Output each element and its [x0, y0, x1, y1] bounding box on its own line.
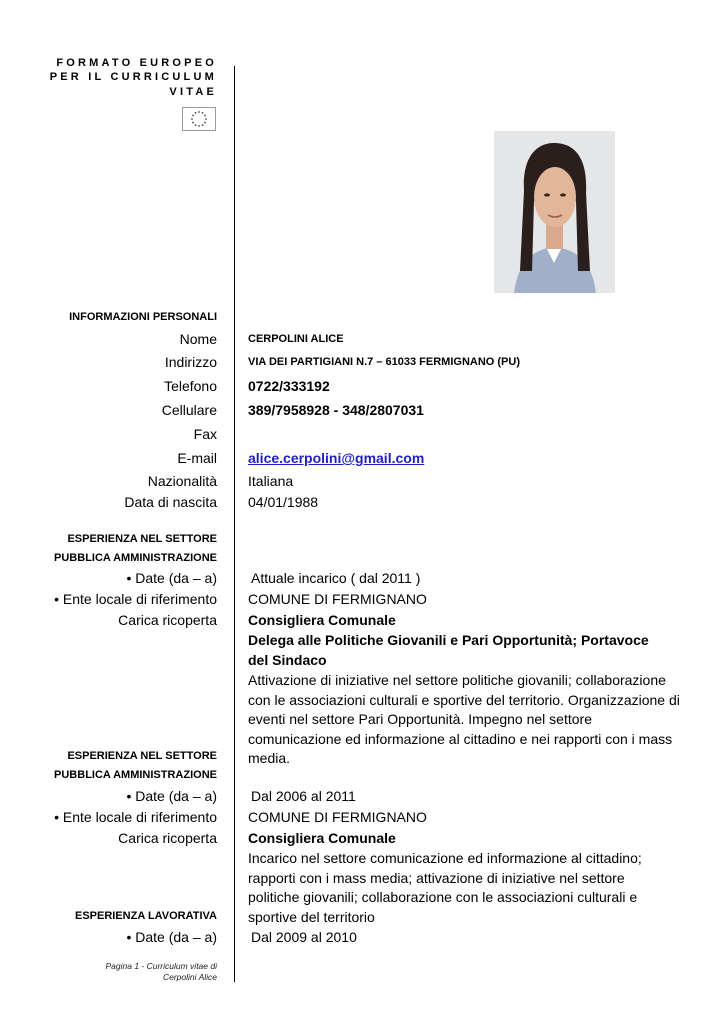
exp2-entity-label: • Ente locale di riferimento: [54, 809, 217, 825]
vertical-divider: [234, 66, 235, 982]
name-value: CERPOLINI ALICE: [248, 333, 344, 345]
address-label: Indirizzo: [164, 354, 217, 370]
email-label: E-mail: [177, 450, 217, 466]
exp1-delegation: Delega alle Politiche Giovanili e Pari Opportunità; Portavoce del Sindaco: [248, 632, 649, 668]
title-line-1: FORMATO EUROPEO: [56, 57, 217, 69]
title-line-2: PER IL CURRICULUM: [49, 71, 217, 84]
exp2-date-value: Dal 2006 al 2011: [251, 788, 356, 804]
fax-label: Fax: [193, 426, 217, 442]
section-personal-info: INFORMAZIONI PERSONALI: [69, 311, 217, 323]
footer-line-1: Pagina 1 - Curriculum vitae di: [105, 961, 217, 971]
exp2-entity-value: COMUNE DI FERMIGNANO: [248, 809, 427, 825]
section-title-line-2: PUBBLICA AMMINISTRAZIONE: [54, 552, 217, 564]
page-footer: [106, 961, 218, 983]
exp2-date-label: • Date (da – a): [126, 788, 217, 804]
exp2-role-value: Consigliera Comunale: [248, 830, 396, 846]
footer-line-2: Cerpolini Alice: [162, 972, 217, 982]
phone-value: 0722/333192: [248, 378, 330, 394]
profile-photo: [494, 131, 615, 293]
title-line-3: VITAE: [169, 85, 217, 98]
section-work-experience: ESPERIENZA LAVORATIVA: [75, 910, 217, 922]
eu-flag-icon: [182, 107, 216, 131]
mobile-value: 389/7958928 - 348/2807031: [248, 402, 424, 418]
email-link[interactable]: alice.cerpolini@gmail.com: [248, 450, 425, 466]
exp1-entity-value: COMUNE DI FERMIGNANO: [248, 591, 427, 607]
exp1-role-value: Consigliera Comunale: [248, 612, 396, 628]
exp1-date-label: • Date (da – a): [126, 570, 217, 586]
exp1-description: Attivazione di iniziative nel settore politiche giovanili; collaborazione con le associazioni culturali e sportive del territorio. Organizzazione di eventi nel settore Pari Opportunità. Impegno nel settore comunicazione ed informazione al cittadino e nei rapporti con i mass media.: [248, 672, 680, 766]
work-date-value: Dal 2009 al 2010: [251, 929, 357, 945]
birth-date-label: Data di nascita: [124, 494, 217, 510]
mobile-label: Cellulare: [161, 402, 217, 418]
nationality-value: Italiana: [248, 473, 294, 489]
nationality-label: Nazionalità: [147, 473, 217, 489]
exp2-role-label: Carica ricoperta: [118, 830, 217, 846]
section-public-admin-1: [54, 530, 217, 568]
exp1-role-label: Carica ricoperta: [118, 612, 217, 628]
exp1-entity-label: • Ente locale di riferimento: [54, 591, 217, 607]
document-title: [50, 56, 217, 99]
section-public-admin-2: [54, 747, 217, 785]
section-title-line-2: PUBBLICA AMMINISTRAZIONE: [54, 769, 217, 781]
exp1-date-value: Attuale incarico ( dal 2011 ): [251, 570, 421, 586]
address-value: VIA DEI PARTIGIANI N.7 – 61033 FERMIGNANO (PU): [248, 356, 520, 368]
work-date-label: • Date (da – a): [126, 929, 217, 945]
section-title-line-1: ESPERIENZA NEL SETTORE: [67, 750, 217, 762]
phone-label: Telefono: [164, 378, 217, 394]
section-title-line-1: ESPERIENZA NEL SETTORE: [67, 533, 217, 545]
exp2-description: Incarico nel settore comunicazione ed informazione al cittadino; rapporti con i mass media; attivazione di iniziative nel settore politiche giovanili; collaborazione con le associazioni culturali e sportive del territorio: [248, 850, 642, 925]
name-label: Nome: [179, 331, 217, 347]
birth-date-value: 04/01/1988: [248, 494, 319, 510]
